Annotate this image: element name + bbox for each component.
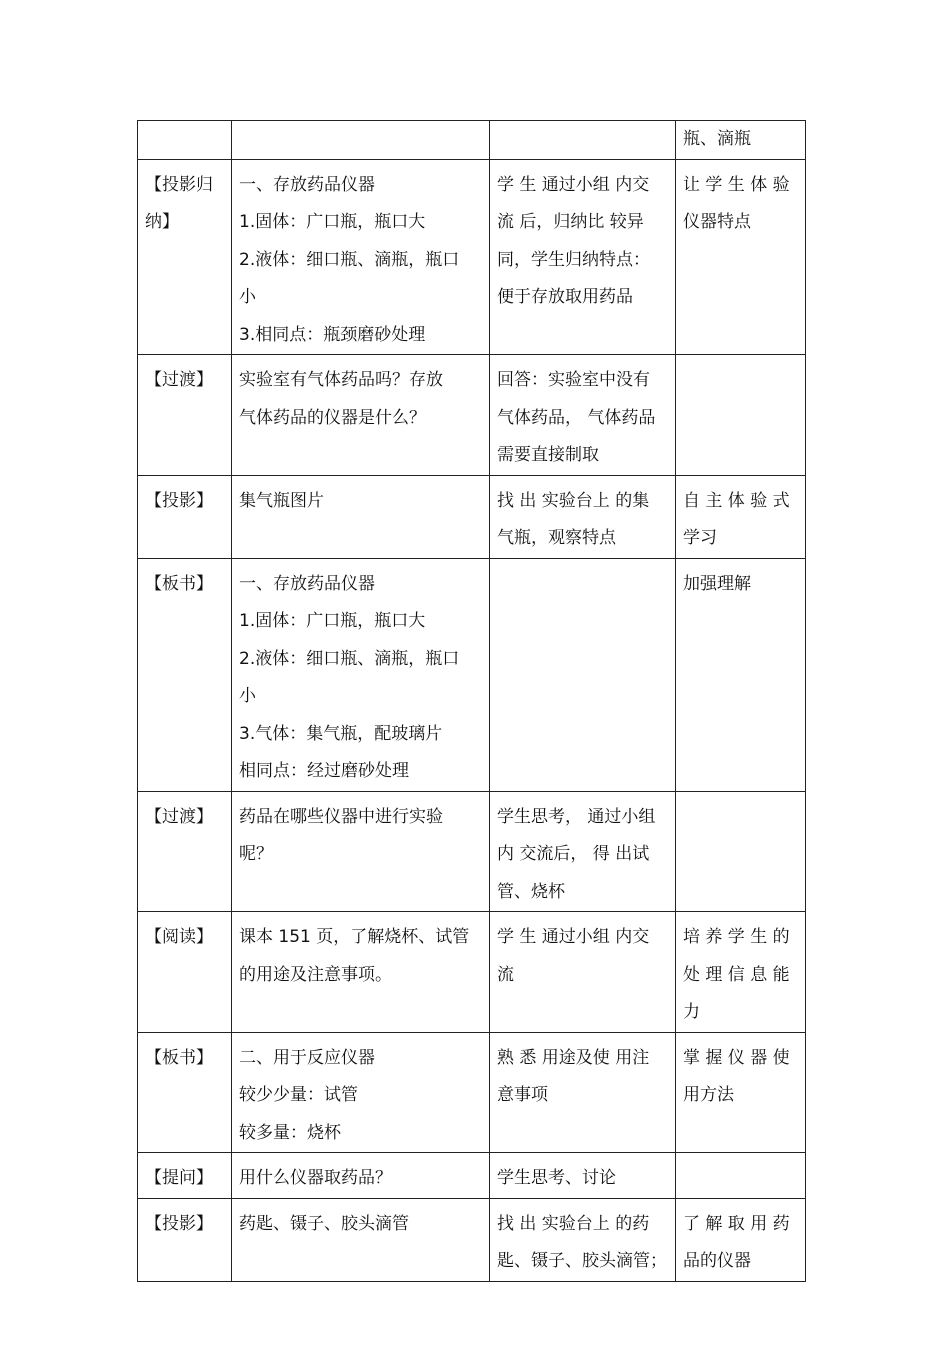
cell-text-line: 药品在哪些仪器中进行实验 bbox=[239, 806, 443, 827]
design-intent-cell bbox=[676, 121, 806, 160]
table-row bbox=[138, 121, 806, 160]
stage-cell bbox=[138, 1032, 232, 1153]
design-intent-cell bbox=[676, 159, 806, 355]
student-activity-cell bbox=[490, 1198, 676, 1281]
cell-text-line: 自 主 体 验 式 bbox=[683, 490, 790, 511]
cell-text-line: 实验室有气体药品吗？存放 bbox=[239, 370, 443, 390]
cell-text-line: 学生思考， 通过小组 bbox=[497, 806, 656, 827]
stage-cell bbox=[138, 475, 232, 558]
teacher-activity-cell bbox=[232, 558, 490, 791]
cell-text-line: 找 出 实验台上 的药 bbox=[497, 1213, 650, 1234]
cell-text-line: 学 生 通过小组 内交 bbox=[497, 174, 650, 195]
cell-text-line: 气体药品的仪器是什么？ bbox=[239, 407, 426, 428]
cell-text-line: 气体药品， 气体药品 bbox=[497, 407, 656, 428]
student-activity-cell bbox=[490, 121, 676, 160]
design-intent-cell bbox=[676, 912, 806, 1033]
stage-cell bbox=[138, 355, 232, 476]
cell-text-line: 二、用于反应仪器 bbox=[239, 1047, 375, 1068]
teacher-activity-cell bbox=[232, 355, 490, 476]
table-row bbox=[138, 159, 806, 355]
cell-text-line: 内 交流后， 得 出试 bbox=[497, 844, 650, 864]
cell-text-line: 品的仪器 bbox=[683, 1251, 751, 1271]
cell-text-line: 【过渡】 bbox=[145, 806, 213, 827]
teacher-activity-cell bbox=[232, 475, 490, 558]
cell-text-line: 较少少量：试管 bbox=[239, 1085, 358, 1105]
student-activity-cell bbox=[490, 159, 676, 355]
cell-text-line: 学生思考、讨论 bbox=[497, 1168, 616, 1188]
table-body bbox=[138, 121, 806, 1282]
cell-text-line: 需要直接制取 bbox=[497, 445, 599, 465]
student-activity-cell bbox=[490, 475, 676, 558]
table-row bbox=[138, 912, 806, 1033]
cell-text-line: 力 bbox=[683, 1002, 700, 1022]
cell-text-line: 【板书】 bbox=[145, 1047, 213, 1068]
cell-text-line: 找 出 实验台上 的集 bbox=[497, 490, 650, 511]
cell-text-line: 课本 151 页，了解烧杯、试管 bbox=[239, 927, 470, 947]
cell-text-line: 1.固体：广口瓶，瓶口大 bbox=[239, 212, 426, 232]
teacher-activity-cell bbox=[232, 159, 490, 355]
design-intent-cell bbox=[676, 1153, 806, 1199]
student-activity-cell bbox=[490, 1153, 676, 1199]
cell-text-line: 便于存放取用药品 bbox=[497, 287, 633, 307]
cell-text-line: 掌 握 仪 器 使 bbox=[683, 1047, 790, 1068]
student-activity-cell bbox=[490, 912, 676, 1033]
cell-text-line: 流 bbox=[497, 964, 514, 985]
cell-text-line: 【阅读】 bbox=[145, 927, 213, 947]
design-intent-cell bbox=[676, 355, 806, 476]
cell-text-line: 的用途及注意事项。 bbox=[239, 964, 392, 985]
cell-text-line: 【板书】 bbox=[145, 573, 213, 594]
cell-text-line: 集气瓶图片 bbox=[239, 490, 324, 511]
cell-text-line: 1.固体：广口瓶，瓶口大 bbox=[239, 611, 426, 631]
cell-text-line: 熟 悉 用途及使 用注 bbox=[497, 1047, 650, 1068]
stage-cell bbox=[138, 159, 232, 355]
cell-text-line: 用什么仪器取药品？ bbox=[239, 1168, 392, 1188]
design-intent-cell bbox=[676, 791, 806, 912]
cell-text-line: 呢？ bbox=[239, 844, 273, 864]
cell-text-line: 学 生 通过小组 内交 bbox=[497, 927, 650, 947]
stage-cell bbox=[138, 1198, 232, 1281]
cell-text-line: 2.液体：细口瓶、滴瓶，瓶口 bbox=[239, 648, 460, 669]
cell-text-line: 管、烧杯 bbox=[497, 881, 565, 902]
design-intent-cell bbox=[676, 1198, 806, 1281]
cell-text-line: 同，学生归纳特点： bbox=[497, 249, 650, 270]
stage-cell bbox=[138, 1153, 232, 1199]
table-row bbox=[138, 1153, 806, 1199]
stage-cell bbox=[138, 791, 232, 912]
cell-text-line: 小 bbox=[239, 686, 256, 706]
teacher-activity-cell bbox=[232, 1032, 490, 1153]
cell-text-line: 了 解 取 用 药 bbox=[683, 1213, 790, 1234]
cell-text-line: 用方法 bbox=[683, 1085, 734, 1105]
cell-text-line: 小 bbox=[239, 287, 256, 307]
cell-text-line: 3.相同点：瓶颈磨砂处理 bbox=[239, 324, 426, 345]
cell-text-line: 处 理 信 息 能 bbox=[683, 964, 790, 985]
cell-text-line: 瓶、滴瓶 bbox=[683, 129, 751, 149]
table-row bbox=[138, 558, 806, 791]
design-intent-cell bbox=[676, 558, 806, 791]
stage-cell bbox=[138, 121, 232, 160]
teacher-activity-cell bbox=[232, 121, 490, 160]
student-activity-cell bbox=[490, 558, 676, 791]
table-row bbox=[138, 1032, 806, 1153]
cell-text-line: 回答：实验室中没有 bbox=[497, 370, 650, 390]
table-row bbox=[138, 1198, 806, 1281]
teacher-activity-cell bbox=[232, 1198, 490, 1281]
cell-text-line: 让 学 生 体 验 bbox=[683, 174, 790, 195]
cell-text-line: 【提问】 bbox=[145, 1168, 213, 1188]
cell-text-line: 仪器特点 bbox=[683, 212, 751, 232]
cell-text-line: 加强理解 bbox=[683, 573, 751, 594]
cell-text-line: 【投影】 bbox=[145, 490, 213, 511]
cell-text-line: 流 后，归纳比 较异 bbox=[497, 212, 644, 232]
teacher-activity-cell bbox=[232, 912, 490, 1033]
cell-text-line: 培 养 学 生 的 bbox=[683, 927, 790, 947]
teacher-activity-cell bbox=[232, 791, 490, 912]
cell-text-line: 3.气体：集气瓶，配玻璃片 bbox=[239, 723, 443, 744]
cell-text-line: 纳】 bbox=[145, 212, 179, 232]
teacher-activity-cell bbox=[232, 1153, 490, 1199]
cell-text-line: 【投影】 bbox=[145, 1213, 213, 1234]
cell-text-line: 相同点：经过磨砂处理 bbox=[239, 761, 409, 781]
design-intent-cell bbox=[676, 475, 806, 558]
cell-text-line: 2.液体：细口瓶、滴瓶，瓶口 bbox=[239, 249, 460, 270]
student-activity-cell bbox=[490, 791, 676, 912]
cell-text-line: 一、存放药品仪器 bbox=[239, 573, 375, 594]
table-row bbox=[138, 355, 806, 476]
cell-text-line: 药匙、镊子、胶头滴管 bbox=[239, 1213, 409, 1234]
stage-cell bbox=[138, 912, 232, 1033]
lesson-plan-table bbox=[137, 120, 806, 1282]
cell-text-line: 气瓶，观察特点 bbox=[497, 528, 616, 548]
cell-text-line: 匙、镊子、胶头滴管； bbox=[497, 1251, 667, 1271]
table-row bbox=[138, 791, 806, 912]
cell-text-line: 【投影归 bbox=[145, 174, 213, 195]
cell-text-line: 学习 bbox=[683, 528, 717, 548]
student-activity-cell bbox=[490, 1032, 676, 1153]
cell-text-line: 意事项 bbox=[497, 1085, 548, 1105]
stage-cell bbox=[138, 558, 232, 791]
cell-text-line: 【过渡】 bbox=[145, 370, 213, 390]
cell-text-line: 一、存放药品仪器 bbox=[239, 174, 375, 195]
table-row bbox=[138, 475, 806, 558]
design-intent-cell bbox=[676, 1032, 806, 1153]
student-activity-cell bbox=[490, 355, 676, 476]
cell-text-line: 较多量：烧杯 bbox=[239, 1122, 341, 1143]
